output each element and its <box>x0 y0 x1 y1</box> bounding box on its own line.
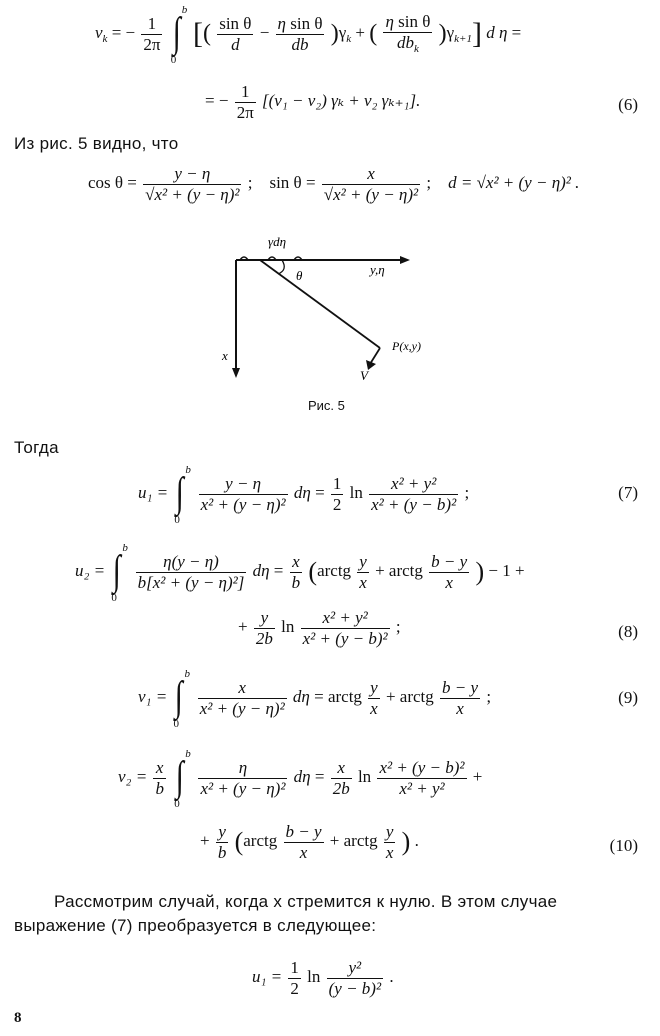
eq10-line1-tail: + <box>472 766 483 786</box>
geometry-equations: cos θ = $\frac{y - \eta}{\text{√x² + (y − η)²}}$ ; sin θ = $\frac{x}{\text{√x² + (y − η)²}}$ ; d = √x² + (y − η)² . <box>88 164 580 204</box>
final-equation: u₁ = $\frac{1}{2}$ ln $\frac{\text{y²}}{\text{(y − b)²}}$ . <box>252 958 394 998</box>
label-point: P(x,y) <box>392 339 421 353</box>
eq10-number: (10) <box>609 836 638 855</box>
eq6-number: (6) <box>618 95 638 114</box>
sin-label: sin θ = <box>269 172 316 192</box>
text-then: Тогда <box>14 438 59 457</box>
label-theta: θ <box>296 268 303 283</box>
velocity-arrow-line <box>370 348 380 364</box>
equation-7: u₁ = ∫ b 0 $\frac{y - \eta}{\text{x² + (y − η)²}}$ dη = $\frac{1}{2}$ ln $\frac{\text{x² + y²}}{\text{x² + (y − b)²}}$ ; <box>138 464 470 526</box>
equation-6-line-1: $v_k$ = − $\frac{1}{2\pi}$ ∫ b 0 [( $\frac{\text{sin θ}}{d}$ − $\frac{\text{η sin θ}}{db}$ )$\gamma_k$ + ( $\frac{\text{η sin θ}}{db_k}$ )$\gamma_{k+1}$] d η = <box>95 4 522 66</box>
label-axis-x: x <box>222 348 228 363</box>
eq8-lhs: u₂ = <box>75 560 106 580</box>
d-equation: d = √x² + (y − η)² . <box>448 172 580 192</box>
axis-y-arrow <box>400 256 410 264</box>
eq8-line2-prefix: + <box>238 616 248 636</box>
axis-x-arrow <box>232 368 240 378</box>
label-v: V <box>360 368 368 383</box>
eq6-lhs: v <box>95 22 103 42</box>
paragraph: Рассмотрим случай, когда x стремится к нулю. В этом случае выражение (7) преобразуется в следующее: <box>14 892 558 935</box>
equation-8-line-2: + $\frac{y}{2b}$ ln $\frac{\text{x² + y²}}{\text{x² + (y − b)²}}$ ; <box>238 608 401 648</box>
text-fig-ref: Из рис. 5 видно, что <box>14 134 179 153</box>
eq6-line2-body: [(v₁ − v₂) γₖ + v₂ γₖ₊₁]. <box>262 90 421 110</box>
theta-arc <box>278 260 284 274</box>
eq10-lhs: v₂ = <box>118 766 148 786</box>
equation-8-line-1: u₂ = ∫ b 0 $\frac{\eta(y - \eta)}{\text{b[x² + (y − η)²]}}$ dη = $\frac{x}{b}$ (arctg $\frac{y}{x}$ + arctg $\frac{b - y}{x}$ ) − 1 + <box>75 542 525 604</box>
eq10-line2-prefix: + <box>200 830 210 850</box>
label-gamma: γdη <box>268 234 287 249</box>
eq8-number: (8) <box>618 622 638 641</box>
eq7-number: (7) <box>618 483 638 502</box>
equation-10-line-1: v₂ = $\frac{x}{b}$ ∫ b 0 $\frac{\eta}{\text{x² + (y − η)²}}$ dη = $\frac{x}{2b}$ ln $\frac{\text{x² + (y − b)²}}{\text{x² + y²}}$ + <box>118 748 483 810</box>
diagonal-line <box>260 260 380 348</box>
figure-5 <box>210 228 450 388</box>
label-axis-y: y,η <box>370 262 385 277</box>
figure-caption: Рис. 5 <box>308 398 345 413</box>
page-number: 8 <box>14 1010 22 1026</box>
eq8-line1-tail: − 1 + <box>488 560 525 580</box>
eq7-lhs: u₁ = <box>138 482 169 502</box>
final-eq-ln: ln <box>307 966 321 986</box>
equation-9: v₁ = ∫ b 0 $\frac{x}{\text{x² + (y − η)²}}$ dη = arctg $\frac{y}{x}$ + arctg $\frac{b - y}{x}$ ; <box>138 668 492 730</box>
cos-label: cos θ = <box>88 172 137 192</box>
equation-10-line-2: + $\frac{y}{b}$ (arctg $\frac{b - y}{x}$ + arctg $\frac{y}{x}$ ) . <box>200 822 419 862</box>
eq9-number: (9) <box>618 688 638 707</box>
eq9-lhs: v₁ = <box>138 686 168 706</box>
final-eq-lhs: u₁ = <box>252 966 283 986</box>
eq6-line2-prefix: = − <box>205 90 229 110</box>
equation-6-line-2: = − $\frac{1}{2\pi}$ [(v₁ − v₂) γₖ + v₂ γₖ₊₁]. <box>205 82 421 122</box>
eq7-ln: ln <box>349 482 363 502</box>
